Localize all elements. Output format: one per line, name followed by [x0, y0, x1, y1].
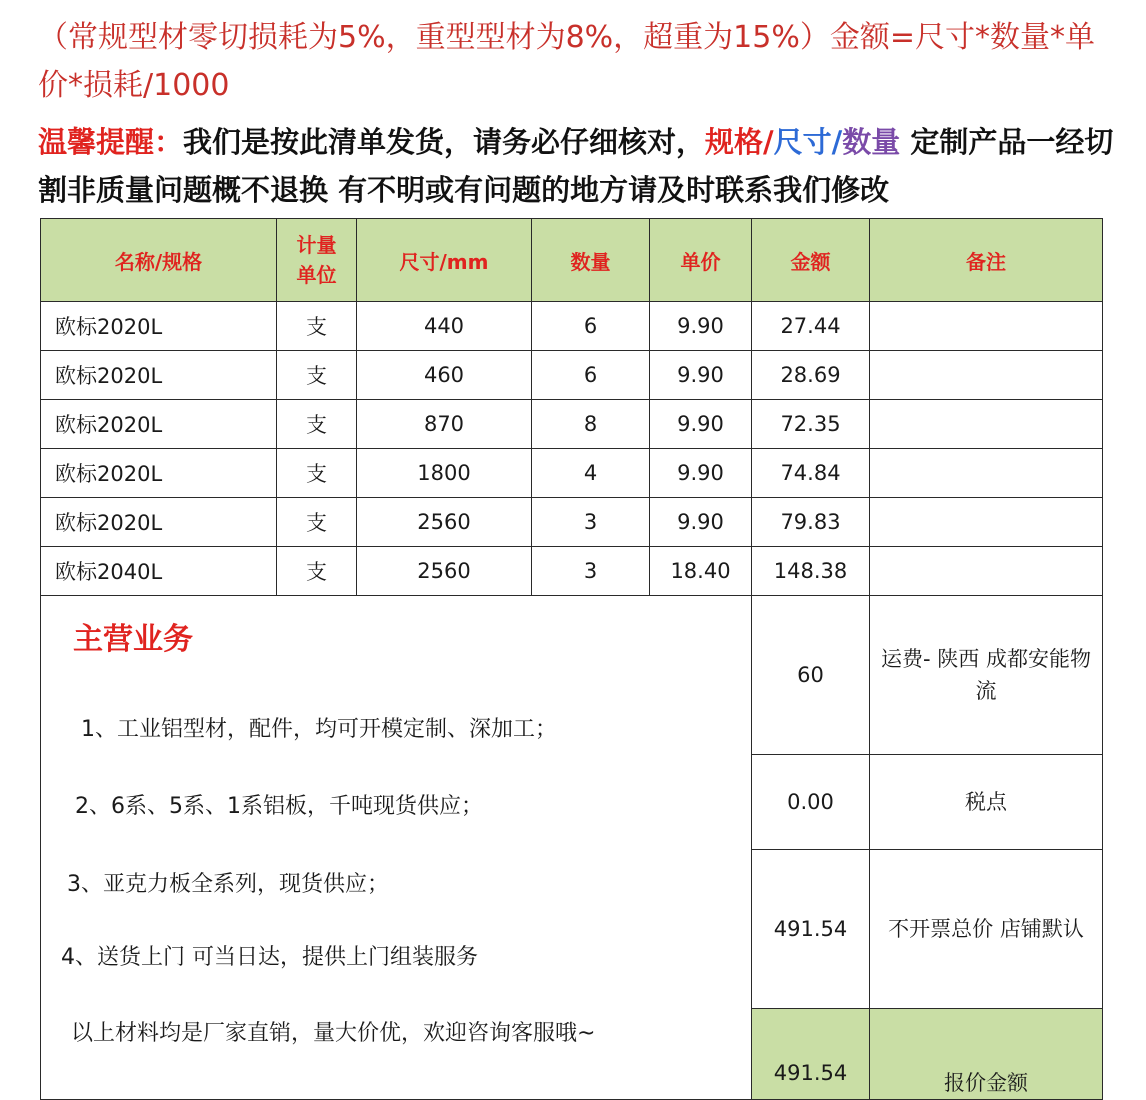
cell-remark [870, 498, 1103, 547]
cell-remark [870, 400, 1103, 449]
reminder-qty: 数量 [842, 125, 901, 159]
cell-amount: 148.38 [752, 547, 870, 596]
cell-price: 18.40 [650, 547, 752, 596]
table-row [41, 449, 1103, 498]
cell-qty: 6 [532, 351, 650, 400]
cell-size: 460 [357, 351, 532, 400]
header-remark: 备注 [870, 219, 1103, 302]
total-amount: 491.54 [752, 850, 870, 1009]
cell-amount: 27.44 [752, 302, 870, 351]
table-row [41, 498, 1103, 547]
cell-price: 9.90 [650, 449, 752, 498]
business-item: 以上材料均是厂家直销，量大价优，欢迎咨询客服哦~ [71, 1021, 596, 1046]
cell-size: 870 [357, 400, 532, 449]
cell-size: 440 [357, 302, 532, 351]
header-size: 尺寸/mm [357, 219, 532, 302]
cell-name: 欧标2020L [41, 400, 277, 449]
cell-qty: 3 [532, 498, 650, 547]
cell-unit: 支 [277, 449, 357, 498]
header-amount: 金额 [752, 219, 870, 302]
table-row [41, 400, 1103, 449]
business-section [41, 596, 752, 1100]
quote-amount: 491.54 [752, 1009, 870, 1100]
table-row [41, 302, 1103, 351]
cell-unit: 支 [277, 498, 357, 547]
cell-amount: 79.83 [752, 498, 870, 547]
cell-remark [870, 302, 1103, 351]
reminder-paragraph [38, 118, 1118, 214]
quote-label: 报价金额 [870, 1009, 1103, 1100]
cell-name: 欧标2020L [41, 351, 277, 400]
cell-price: 9.90 [650, 498, 752, 547]
cell-size: 1800 [357, 449, 532, 498]
reminder-text-1: 我们是按此清单发货，请务必仔细核对， [183, 125, 706, 159]
business-item: 1、工业铝型材，配件，均可开模定制、深加工； [81, 717, 557, 742]
cell-qty: 3 [532, 547, 650, 596]
header-price: 单价 [650, 219, 752, 302]
cell-size: 2560 [357, 498, 532, 547]
table-row [41, 351, 1103, 400]
shipping-label: 运费- 陕西 成都安能物流 [870, 596, 1103, 755]
cell-remark [870, 547, 1103, 596]
header-qty: 数量 [532, 219, 650, 302]
shipping-amount: 60 [752, 596, 870, 755]
cell-remark [870, 449, 1103, 498]
business-title: 主营业务 [73, 622, 193, 657]
reminder-label: 温馨提醒： [38, 125, 184, 159]
cell-price: 9.90 [650, 302, 752, 351]
cell-qty: 8 [532, 400, 650, 449]
summary-row-shipping [41, 596, 1103, 755]
cell-price: 9.90 [650, 400, 752, 449]
reminder-text-2: 定制产品一经切割非质量问题概不退换 有不明或有问题的地方请及时联系我们修改 [38, 125, 1114, 207]
cell-qty: 4 [532, 449, 650, 498]
table-header-row [41, 219, 1103, 302]
cell-name: 欧标2020L [41, 449, 277, 498]
cell-unit: 支 [277, 547, 357, 596]
order-table [40, 218, 1103, 1100]
tax-label: 税点 [870, 755, 1103, 850]
business-item: 3、亚克力板全系列，现货供应； [67, 872, 389, 897]
cell-amount: 72.35 [752, 400, 870, 449]
cell-size: 2560 [357, 547, 532, 596]
cell-unit: 支 [277, 302, 357, 351]
cell-name: 欧标2020L [41, 302, 277, 351]
cell-amount: 28.69 [752, 351, 870, 400]
reminder-size: 尺寸/ [773, 125, 843, 159]
cell-price: 9.90 [650, 351, 752, 400]
table-row [41, 547, 1103, 596]
cell-unit: 支 [277, 351, 357, 400]
reminder-spec: 规格/ [705, 125, 774, 159]
header-unit [277, 219, 357, 302]
business-item: 2、6系、5系、1系铝板，千吨现货供应； [75, 794, 483, 819]
business-item: 4、送货上门 可当日达，提供上门组装服务 [61, 945, 478, 970]
cell-name: 欧标2020L [41, 498, 277, 547]
cell-remark [870, 351, 1103, 400]
cell-qty: 6 [532, 302, 650, 351]
cell-name: 欧标2040L [41, 547, 277, 596]
tax-amount: 0.00 [752, 755, 870, 850]
header-name: 名称/规格 [41, 219, 277, 302]
loss-rate-note: （常规型材零切损耗为5%，重型型材为8%，超重为15%）金额=尺寸*数量*单价*损耗/1000 [38, 20, 1096, 103]
cell-amount: 74.84 [752, 449, 870, 498]
total-label: 不开票总价 店铺默认 [870, 850, 1103, 1009]
header-unit-line1: 计量 [296, 233, 337, 257]
header-unit-line2: 单位 [296, 263, 337, 287]
cell-unit: 支 [277, 400, 357, 449]
